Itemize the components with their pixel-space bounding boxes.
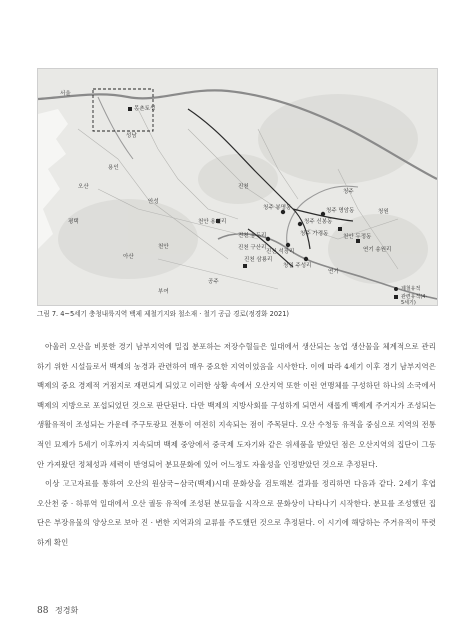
map-label: 서울 xyxy=(60,91,71,97)
square-marker-icon xyxy=(394,295,398,299)
map-legend xyxy=(394,286,429,306)
map-label: 청주 봉명동 xyxy=(263,205,292,211)
legend-item xyxy=(394,286,429,292)
map-label: 용인 xyxy=(108,165,119,171)
map-label: 천안 xyxy=(158,244,169,250)
map-label: 청원 주성리 xyxy=(283,263,312,269)
map-label: 부여 xyxy=(158,289,169,295)
paragraph: 아울러 오산을 비롯한 경기 남부지역에 밀집 분포하는 저장수혈들은 일대에서 생산되는 농업 생산물을 체계적으로 관리하기 위한 시설들로서 백제의 농경과 관련하여 매우 중요한 지역이었음을 시사한다. 이에 따라 4세기 이후 경기 남부지역은 백제의 중요 경제적 거점지로 재편되게 되었고 이러한 상황 속에서 오산지역 또한 이런 연맹체를 구성하던 하나의 소국에서 백제의 지방으로 포섭되었던 것으로 판단된다. 다만 백제의 지방사회를 구성하게 되면서 새롭게 백제계 주거지가 조성되는 생활유적이 조성되는 가운데 주구토광묘 전통이 여전히 지속되는 점이 주목된다. 오산 수청동 유적을 중심으로 지역의 전통적인 묘제가 5세기 이후까지 지속되며 백제 중앙에서 중국제 도자기와 같은 위세품을 받았던 점은 오산지역의 집단이 그동안 가져왔던 정체성과 세력이 반영되어 분묘문화에 있어 어느정도 자율성을 인정받았던 것으로 추정된다. xyxy=(37,342,436,469)
map-label: 진천 송두리 xyxy=(238,233,267,239)
map-label: 천안 용원리 xyxy=(198,219,227,225)
map-label: 공주 xyxy=(208,279,219,285)
map-label: 청주 xyxy=(343,189,354,195)
legend-label: 관련유적(4-5세기) xyxy=(401,294,428,306)
map-label: 몽촌토성 xyxy=(134,106,156,112)
map-label: 오산 xyxy=(78,184,89,190)
map-label: 청주 명암동 xyxy=(326,208,355,214)
paragraph: 이상 고고자료를 통하여 오산의 원삼국~삼국(백제)시대 문화상을 검토해본 결과를 정리하면 다음과 같다. 2세기 후엽 오산천 중 · 하류역 일대에서 오산 궐동 유적에 조성된 분묘들을 시작으로 문화상이 나타나기 시작한다. 분묘를 조성했던 집단은 부장유물의 양상으로 보아 진 · 변한 지역과의 교류를 주도했던 것으로 추정된다. 이 시기에 해당하는 주거유적이 뚜렷하게 확인 xyxy=(37,479,436,547)
map-label: 연기 xyxy=(328,269,339,275)
map-label: 진천 구산리 xyxy=(238,245,267,251)
map-label: 천안 두정동 xyxy=(343,234,372,240)
author-name: 정경화 xyxy=(55,606,79,615)
map-label: 안성 xyxy=(148,199,159,205)
map-label: 성남 xyxy=(126,133,137,139)
map-label: 평택 xyxy=(68,219,79,225)
map-label: 청주 가경동 xyxy=(300,231,329,237)
map-label: 진천 삼룡리 xyxy=(244,257,273,263)
body-text xyxy=(37,337,436,553)
map-figure xyxy=(37,68,438,306)
figure-caption: 그림 7. 4~5세기 충청내륙지역 백제 제철기지와 철소재 · 철기 공급 경로(정경화 2021) xyxy=(37,310,289,318)
map-label: 진천 xyxy=(238,184,249,190)
circle-marker-icon xyxy=(394,287,398,291)
map-label: 청원 xyxy=(378,209,389,215)
page-number: 88 xyxy=(37,606,49,616)
map-label: 진천 석장리 xyxy=(266,249,295,255)
page-footer xyxy=(37,605,78,616)
legend-item xyxy=(394,294,429,306)
legend-label: 제철유적 xyxy=(401,286,421,292)
map-label: 연기 송원리 xyxy=(363,247,392,253)
map-label: 아산 xyxy=(123,254,134,260)
map-label: 청주 신봉동 xyxy=(304,219,333,225)
